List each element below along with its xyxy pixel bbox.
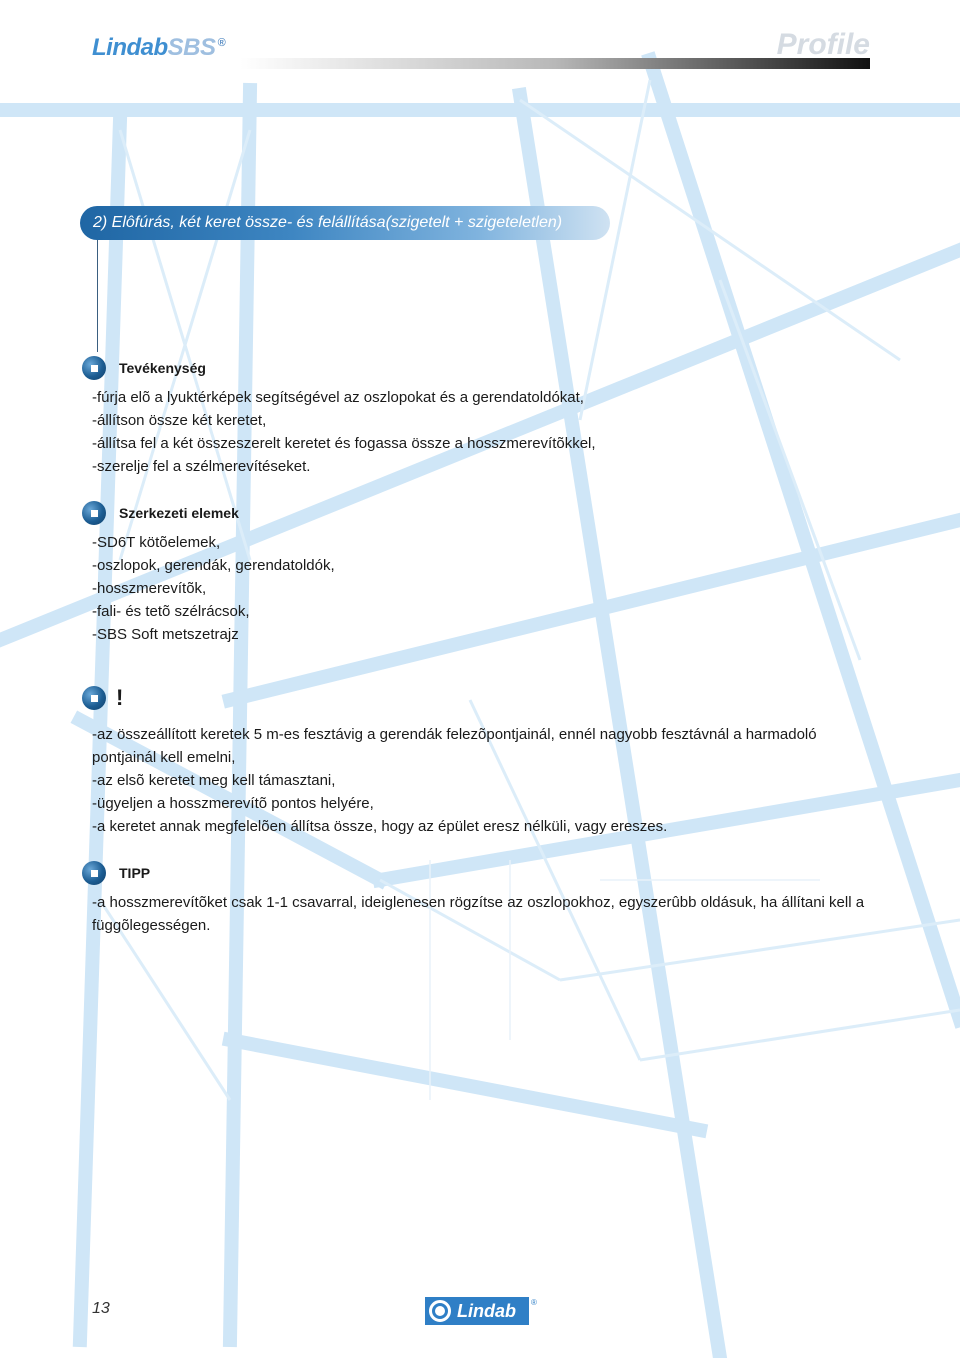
banner-connector-line [97, 240, 98, 352]
square-bullet-icon [82, 861, 106, 885]
logo-main-text: Lindab [92, 34, 168, 61]
section-title: Tevékenység [119, 360, 206, 376]
section-body-warning [92, 723, 872, 838]
square-bullet-icon [82, 501, 106, 525]
header-gradient-bar [240, 58, 870, 69]
body-line: -fali- és tetõ szélrácsok, [92, 603, 250, 620]
square-bullet-icon [82, 686, 106, 710]
body-line: -oszlopok, gerendák, gerendatoldók, [92, 557, 335, 574]
footer-registered-mark: ® [531, 1297, 537, 1307]
warning-exclamation: ! [116, 685, 124, 710]
body-line: -állítsa fel a két összeszerelt keretet és fogassa össze a hosszmerevítõkkel, [92, 435, 596, 452]
section-body-tip [92, 891, 872, 937]
body-line: -SD6T kötõelemek, [92, 534, 221, 551]
body-line: -szerelje fel a szélmerevítéseket. [92, 458, 311, 475]
logo-suffix-text: SBS [167, 34, 216, 61]
section-header-tip [82, 859, 150, 887]
body-line: -az összeállított keretek 5 m-es fesztávig a gerendák felezõpontjainál, ennél nagyobb fesztávnál a harmadoló pontjainál kell emelni, [92, 726, 817, 766]
section-body-structural-elements [92, 531, 872, 646]
registered-mark: ® [217, 37, 226, 49]
page-number: 13 [92, 1300, 110, 1317]
body-line: -fúrja elõ a lyuktérképek segítségével az oszlopokat és a gerendatoldókat, [92, 389, 584, 406]
section-header-activity [82, 354, 206, 382]
section-title: Szerkezeti elemek [119, 505, 239, 521]
lindab-circle-icon [429, 1300, 451, 1322]
section-header-warning [82, 684, 123, 712]
lindab-footer-logo [425, 1297, 537, 1325]
body-line: -az elsõ keretet meg kell támasztani, [92, 772, 336, 789]
section-title: TIPP [119, 865, 151, 881]
body-line: -hosszmerevítõk, [92, 580, 207, 597]
body-line: -a hosszmerevítõket csak 1-1 csavarral, ideiglenesen rögzítse az oszlopokhoz, egyszerûbb oldásuk, ha állítani kell a függõlegességen. [92, 894, 865, 934]
page-label: Profile [776, 28, 870, 61]
body-line: -állítson össze két keretet, [92, 412, 267, 429]
footer-logo-box [425, 1297, 529, 1325]
section-header-structural-elements [82, 499, 239, 527]
body-line: -ügyeljen a hosszmerevítõ pontos helyére, [92, 795, 374, 812]
section-body-activity [92, 386, 872, 478]
body-line: -a keretet annak megfelelõen állítsa össze, hogy az épület eresz nélküli, vagy ereszes. [92, 818, 668, 835]
footer-logo-text: Lindab [457, 1300, 516, 1321]
body-line: -SBS Soft metszetrajz [92, 626, 239, 643]
lindab-sbs-logo [92, 34, 225, 62]
square-bullet-icon [82, 356, 106, 380]
section-banner: 2) Elôfúrás, két keret össze- és felállítása(szigetelt + szigeteletlen) [80, 206, 610, 240]
